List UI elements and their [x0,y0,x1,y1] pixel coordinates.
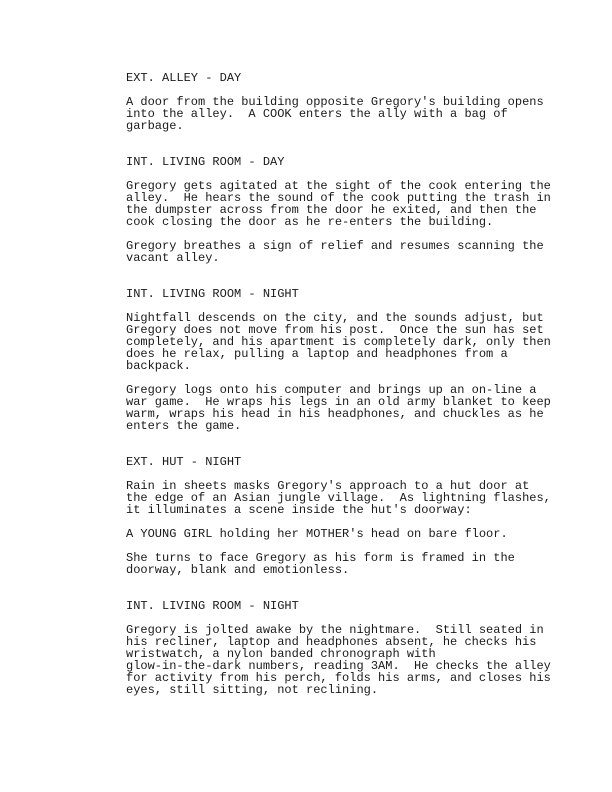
action-paragraph: Gregory logs onto his computer and brings up an on-line a war game. He wraps his legs in an old army blanket to keep warm, wraps his head in his headphones, and chuckles as he enters the game. [126,383,551,433]
scene-heading: INT. LIVING ROOM - DAY [126,155,285,169]
action-paragraph: A YOUNG GIRL holding her MOTHER's head on bare floor. [126,527,508,541]
scene-ext-hut-night [126,456,566,576]
action-paragraph: She turns to face Gregory as his form is framed in the doorway, blank and emotionless. [126,551,515,577]
action-paragraph: Rain in sheets masks Gregory's approach to a hut door at the edge of an Asian jungle village. As lightning flashes, it illuminates a scene inside the hut's doorway: [126,479,551,517]
screenplay-body [126,72,566,696]
scene-int-living-room-night [126,288,566,432]
scene-heading: EXT. HUT - NIGHT [126,455,242,469]
scene-ext-alley-day [126,72,566,132]
action-paragraph: Gregory is jolted awake by the nightmare. Still seated in his recliner, laptop and headphones absent, he checks his wristwatch, a nylon banded chronograph with glow-in-the-dark numbers, reading 3AM. He checks the alley for activity from his perch, folds his arms, and closes his eyes, still sitting, not reclining. [126,623,551,697]
action-paragraph: Gregory gets agitated at the sight of the cook entering the alley. He hears the sound of the cook putting the trash in the dumpster across from the door he exited, and then the cook closing the door as he re-enters the building. [126,179,551,229]
action-paragraph: A door from the building opposite Gregory's building opens into the alley. A COOK enters the ally with a bag of garbage. [126,95,544,133]
action-paragraph: Nightfall descends on the city, and the sounds adjust, but Gregory does not move from his post. Once the sun has set completely, and his apartment is completely dark, only then does he relax, pulling a laptop and headphones from a backpack. [126,311,551,373]
action-paragraph: Gregory breathes a sign of relief and resumes scanning the vacant alley. [126,239,544,265]
scene-int-living-room-day [126,156,566,264]
scene-heading: EXT. ALLEY - DAY [126,71,242,85]
scene-int-living-room-night-2 [126,600,566,696]
scene-heading: INT. LIVING ROOM - NIGHT [126,599,299,613]
scene-heading: INT. LIVING ROOM - NIGHT [126,287,299,301]
